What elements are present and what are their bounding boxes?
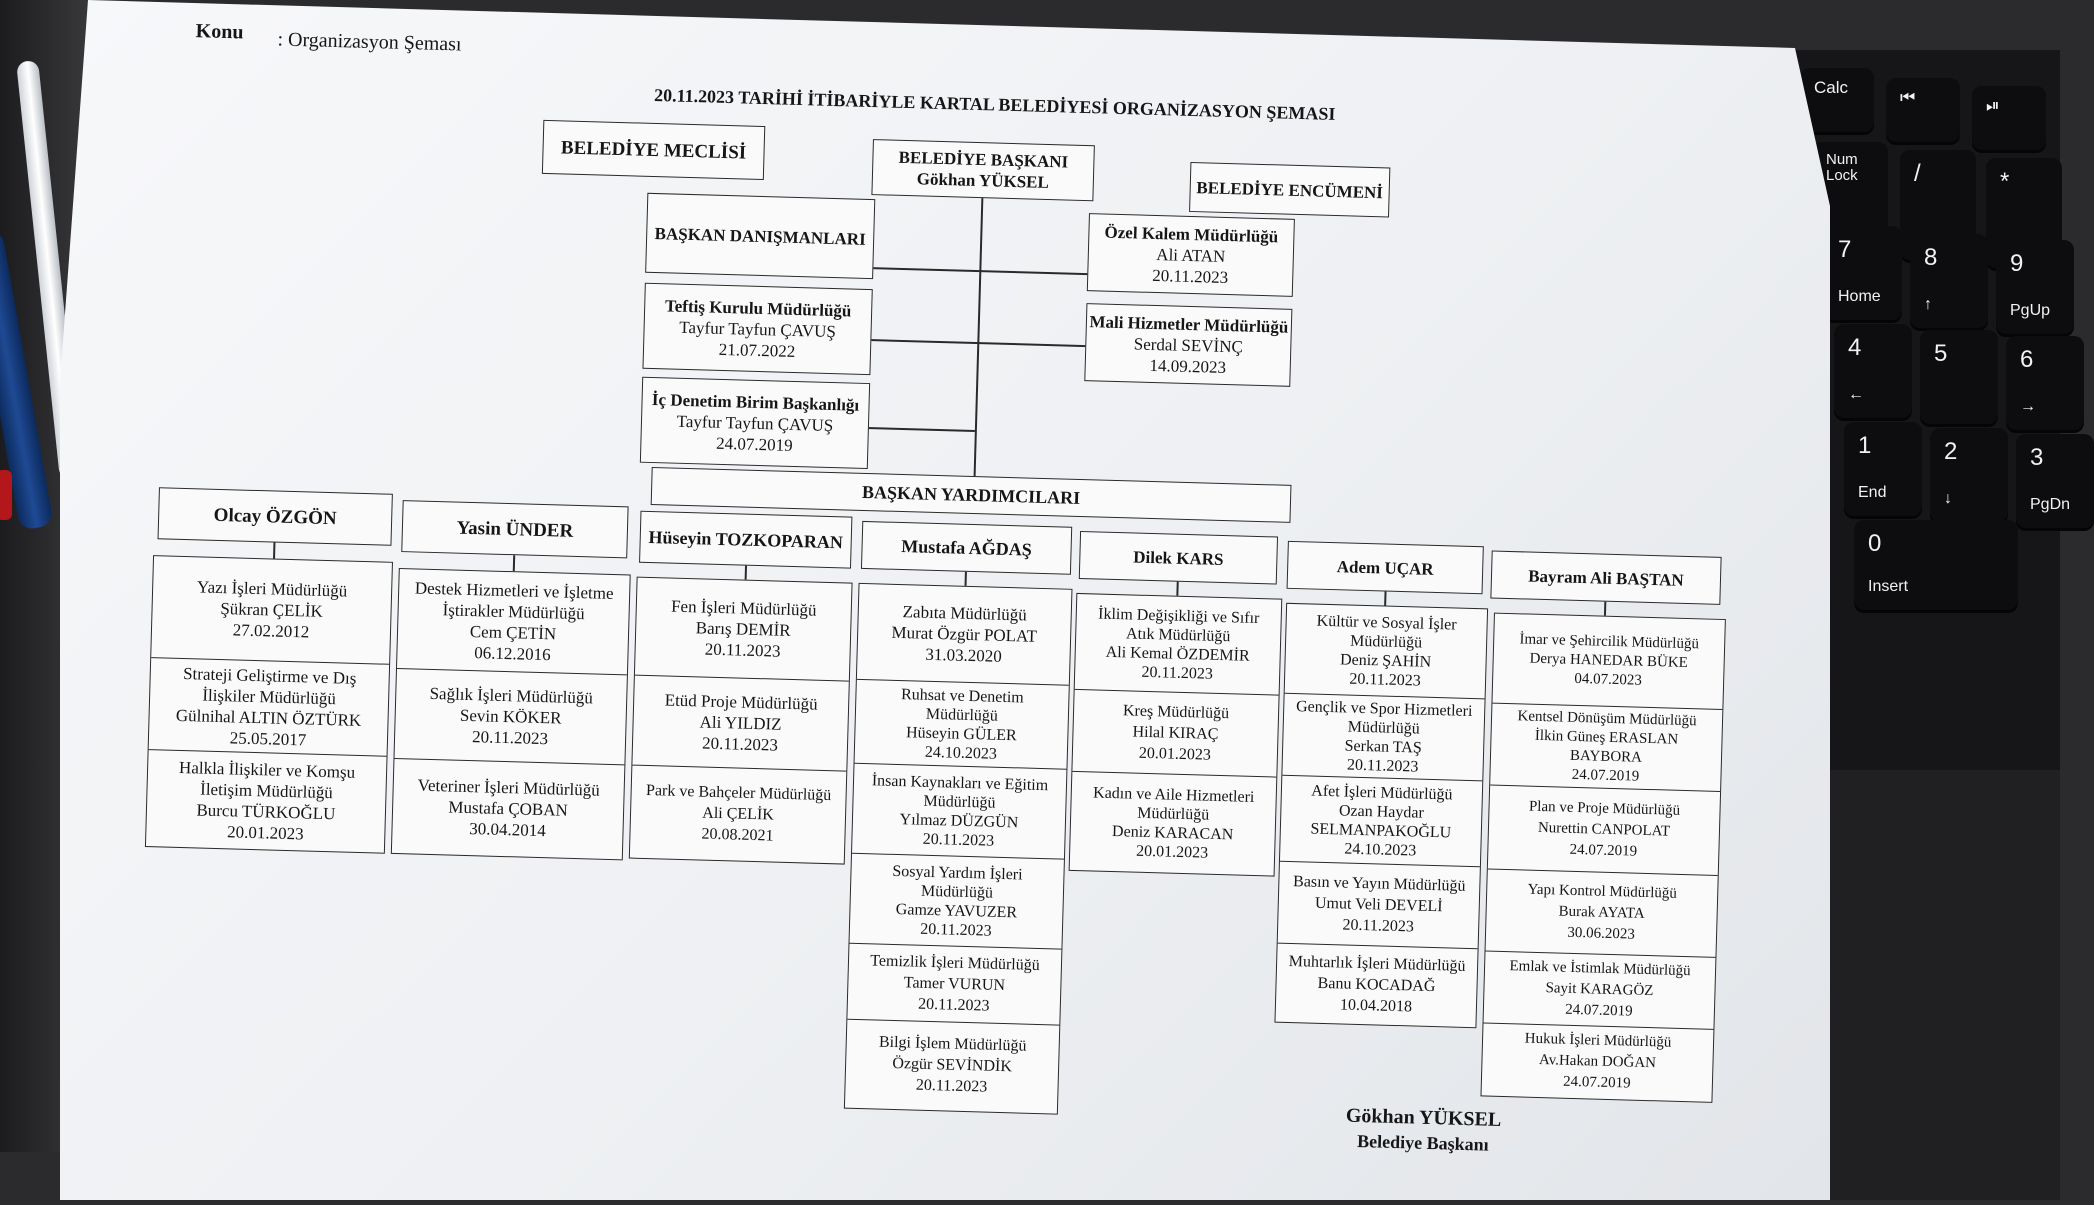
inspection-board-box: Teftiş Kurulu Müdürlüğü Tayfur Tayfun ÇAVUŞ 21.07.2022 bbox=[642, 283, 872, 375]
key-slash[interactable]: / bbox=[1900, 150, 1976, 260]
deputy-header-bayram: Bayram Ali BAŞTAN bbox=[1490, 551, 1721, 605]
connector-line bbox=[867, 427, 975, 432]
key-1-end[interactable]: 1 End bbox=[1844, 422, 1922, 516]
key-5[interactable]: 5 bbox=[1920, 330, 1998, 424]
unit-cell: İnsan Kaynakları ve Eğitim Müdürlüğü Yılmaz DÜZGÜN 20.11.2023 bbox=[852, 764, 1066, 860]
council-box: BELEDİYE MECLİSİ bbox=[542, 120, 765, 180]
unit-cell: Halkla İlişkiler ve Komşu İletişim Müdürlüğü Burcu TÜRKOĞLU 20.01.2023 bbox=[178, 757, 356, 843]
key-play-pause[interactable]: ⏯ bbox=[1972, 86, 2046, 150]
unit-cell: Ruhsat ve Denetim Müdürlüğü Hüseyin GÜLER 24.10.2023 bbox=[855, 680, 1069, 770]
subject-value: : Organizasyon Şeması bbox=[277, 28, 462, 56]
unit-cell: Gençlik ve Spor Hizmetleri Müdürlüğü Serkan TAŞ 20.11.2023 bbox=[1282, 694, 1484, 782]
key-3-pgdn[interactable]: 3 PgDn bbox=[2016, 434, 2094, 528]
mayor-title: BELEDİYE BAŞKANI bbox=[898, 147, 1069, 172]
unit-cell: Bilgi İşlem Müdürlüğü Özgür SEVİNDİK 20.11.2023 bbox=[878, 1033, 1027, 1096]
unit-cell: Etüd Proje Müdürlüğü Ali YILDIZ 20.11.2023 bbox=[632, 676, 848, 772]
key-asterisk[interactable]: * bbox=[1986, 158, 2062, 268]
unit-cell: Kültür ve Sosyal İşler Müdürlüğü Deniz ŞAHİN 20.11.2023 bbox=[1285, 604, 1487, 700]
unit-cell: Fen İşleri Müdürlüğü Barış DEMİR 20.11.2023 bbox=[635, 578, 852, 682]
deputy-header-adem: Adem UÇAR bbox=[1287, 541, 1484, 594]
deputy-header-huseyin: Hüseyin TOZKOPARAN bbox=[639, 511, 852, 569]
deputy-header-olcay: Olcay ÖZGÖN bbox=[158, 487, 393, 546]
deputy-header-mustafa: Mustafa AĞDAŞ bbox=[861, 521, 1072, 575]
chart-title: 20.11.2023 TARİHİ İTİBARİYLE KARTAL BELEDİYESİ ORGANİZASYON ŞEMASI bbox=[653, 84, 1336, 124]
key-4-left[interactable]: 4 ← bbox=[1834, 324, 1912, 418]
units-column-adem bbox=[1274, 603, 1488, 1028]
mayor-name: Gökhan YÜKSEL bbox=[916, 169, 1050, 192]
unit-cell: Zabıta Müdürlüğü Murat Özgür POLAT 31.03.2020 bbox=[857, 584, 1072, 686]
units-column-mustafa bbox=[844, 583, 1073, 1115]
unit-cell: Strateji Geliştirme ve Dış İlişkiler Müdürlüğü Gülnihal ALTIN ÖZTÜRK 25.05.2017 bbox=[149, 658, 389, 757]
key-8-up[interactable]: 8 ↑ bbox=[1910, 234, 1988, 328]
unit-cell: Muhtarlık İşleri Müdürlüğü Banu KOCADAĞ 10.04.2018 bbox=[1288, 953, 1466, 1016]
units-column-huseyin bbox=[629, 577, 853, 865]
unit-cell: İklim Değişikliği ve Sıfır Atık Müdürlüğü Ali Kemal ÖZDEMİR 20.11.2023 bbox=[1075, 594, 1282, 696]
key-6-right[interactable]: 6 → bbox=[2006, 336, 2084, 430]
main-vertical-line bbox=[973, 198, 984, 503]
unit-cell: Veteriner İşleri Müdürlüğü Mustafa ÇOBAN 30.04.2014 bbox=[417, 775, 601, 841]
connector-line bbox=[745, 566, 747, 580]
units-column-olcay bbox=[145, 555, 393, 854]
unit-cell: Yazı İşleri Müdürlüğü Şükran ÇELİK 27.02.2012 bbox=[151, 556, 392, 665]
unit-cell: Hukuk İşleri Müdürlüğü Av.Hakan DOĞAN 24.07.2019 bbox=[1524, 1030, 1672, 1092]
units-column-bayram bbox=[1480, 613, 1725, 1103]
key-7-home[interactable]: 7 Home bbox=[1824, 226, 1902, 320]
connector-line bbox=[273, 542, 275, 558]
key-calc[interactable]: Calc bbox=[1800, 68, 1874, 132]
unit-cell: Sosyal Yardım İşleri Müdürlüğü Gamze YAVUZER 20.11.2023 bbox=[849, 854, 1063, 950]
advisors-box: BAŞKAN DANIŞMANLARI bbox=[645, 193, 875, 279]
unit-cell: Plan ve Proje Müdürlüğü Nurettin CANPOLAT 24.07.2019 bbox=[1488, 786, 1720, 876]
unit-cell: Kentsel Dönüşüm Müdürlüğü İlkin Güneş ERASLAN BAYBORA 24.07.2019 bbox=[1490, 704, 1722, 792]
unit-cell: Kadın ve Aile Hizmetleri Müdürlüğü Deniz KARACAN 20.01.2023 bbox=[1092, 783, 1255, 862]
financial-services-box: Mali Hizmetler Müdürlüğü Serdal SEVİNÇ 14.09.2023 bbox=[1084, 303, 1292, 387]
unit-cell: İmar ve Şehircilik Müdürlüğü Derya HANEDAR BÜKE 04.07.2023 bbox=[1492, 614, 1724, 710]
unit-cell: Yapı Kontrol Müdürlüğü Burak AYATA 30.06.2023 bbox=[1486, 870, 1718, 958]
key-num-lock[interactable]: Num Lock bbox=[1812, 142, 1888, 252]
key-0-insert[interactable]: 0 Insert bbox=[1854, 520, 2018, 610]
units-column-dilek bbox=[1069, 593, 1283, 877]
mayor-box bbox=[871, 139, 1094, 201]
deputy-header-dilek: Dilek KARS bbox=[1079, 531, 1278, 585]
private-office-box: Özel Kalem Müdürlüğü Ali ATAN 20.11.2023 bbox=[1087, 213, 1295, 297]
unit-cell: Afet İşleri Müdürlüğü Ozan Haydar SELMANPAKOĞLU 24.10.2023 bbox=[1280, 776, 1482, 868]
signature-title: Belediye Başkanı bbox=[1356, 1130, 1489, 1155]
unit-cell: Temizlik İşleri Müdürlüğü Tamer VURUN 20.11.2023 bbox=[847, 944, 1061, 1026]
unit-cell: Sağlık İşleri Müdürlüğü Sevin KÖKER 20.11.2023 bbox=[394, 669, 626, 765]
deputy-header-yasin: Yasin ÜNDER bbox=[401, 500, 628, 558]
units-column-yasin bbox=[391, 568, 631, 860]
committee-box: BELEDİYE ENCÜMENİ bbox=[1189, 162, 1390, 218]
key-9-pgup[interactable]: 9 PgUp bbox=[1996, 240, 2074, 334]
key-prev-track[interactable]: ⏮ bbox=[1886, 78, 1960, 142]
key-2-down[interactable]: 2 ↓ bbox=[1930, 428, 2008, 522]
deputies-label-box: BAŞKAN YARDIMCILARI bbox=[651, 467, 1292, 523]
connector-line bbox=[513, 555, 515, 571]
unit-cell: Emlak ve İstimlak Müdürlüğü Sayit KARAGÖZ 24.07.2019 bbox=[1484, 951, 1716, 1029]
signature-name: Gökhan YÜKSEL bbox=[1345, 1104, 1502, 1131]
unit-cell: Park ve Bahçeler Müdürlüğü Ali ÇELİK 20.08.2021 bbox=[645, 781, 832, 845]
internal-audit-box: İç Denetim Birim Başkanlığı Tayfur Tayfun ÇAVUŞ 24.07.2019 bbox=[640, 377, 870, 469]
unit-cell: Basın ve Yayın Müdürlüğü Umut Veli DEVELİ 20.11.2023 bbox=[1278, 862, 1480, 950]
subject-label: Konu bbox=[195, 20, 244, 44]
unit-cell: Destek Hizmetleri ve İşletme İştirakler Müdürlüğü Cem ÇETİN 06.12.2016 bbox=[397, 569, 630, 675]
unit-cell: Kreş Müdürlüğü Hilal KIRAÇ 20.01.2023 bbox=[1072, 690, 1278, 778]
